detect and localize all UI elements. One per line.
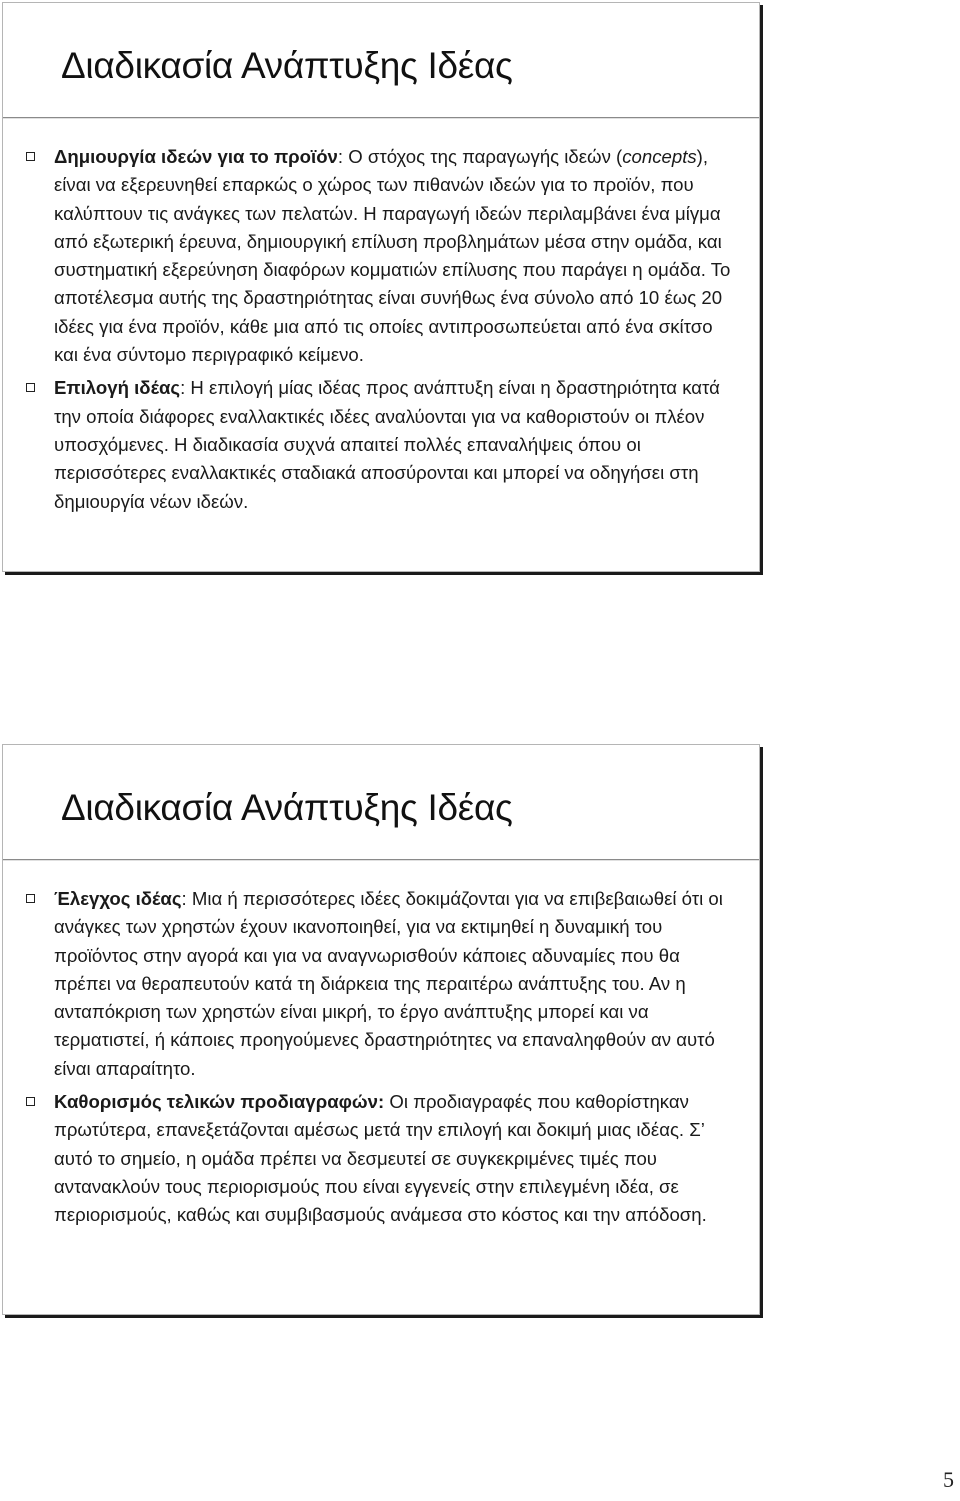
bullet-heading: Επιλογή ιδέας bbox=[54, 377, 181, 399]
slide-1 bbox=[2, 2, 760, 572]
title-divider bbox=[3, 117, 759, 118]
slide-title: Διαδικασία Ανάπτυξης Ιδέας bbox=[61, 787, 513, 828]
slide-2 bbox=[2, 744, 760, 1315]
bullet-heading: Δημιουργία ιδεών για το προϊόν bbox=[54, 146, 338, 167]
bullet-text: : Ο στόχος της παραγωγής ιδεών ( bbox=[337, 146, 623, 167]
square-bullet-icon bbox=[26, 1097, 35, 1106]
bullet-idea-testing bbox=[3, 885, 759, 1083]
square-bullet-icon bbox=[26, 894, 35, 903]
bullet-text: : Η επιλογή μίας ιδέας προς ανάπτυξη είναι η δραστηριότητα κατά την οποία διάφορες εναλλακτικές ιδέες αναλύονται για να καθοριστούν οι πλέον υποσχόμενες. Η διαδικασία συχνά απαιτεί πολλές επαναλήψεις όπου οι περισσότερες εναλλακτικές σταδιακά αποσύρονται και μπορεί να οδηγήσει στη δημιουργία νέων ιδεών. bbox=[54, 377, 720, 512]
bullet-text: : Μια ή περισσότερες ιδέες δοκιμάζονται για να επιβεβαιωθεί ότι οι ανάγκες των χρηστών έχουν ικανοποιηθεί, για να εκτιμηθεί η δυναμική του προϊόντος στην αγορά και για να αναγνωρισθούν κάποιες αδυναμίες που θα πρέπει να θεραπευτούν κατά τη διάρκεια της περαιτέρω ανάπτυξης του. Αν η ανταπόκριση των χρηστών είναι μικρή, το έργο ανάπτυξης μπορεί και να τερματιστεί, ή κάποιες προηγούμενες δραστηριότητες να επαναληφθούν αν αυτό είναι απαραίτητο. bbox=[54, 888, 723, 1079]
bullet-text: Οι προδιαγραφές που καθορίστηκαν πρωτύτερα, επανεξετάζονται αμέσως μετά την επιλογή και δοκιμή μιας ιδέας. Σ’ αυτό το σημείο, η ομάδα πρέπει να δεσμευτεί σε συγκεκριμένες τιμές που αντανακλούν τους περιορισμούς που είναι εγγενείς στην επιλεγμένη ιδέα, σε περιορισμούς, καθώς και συμβιβασμούς ανάμεσα στο κόστος και την απόδοση. bbox=[54, 1091, 707, 1226]
bullet-heading: Καθορισμός τελικών προδιαγραφών: bbox=[54, 1091, 385, 1113]
bullet-list bbox=[3, 143, 759, 521]
bullet-text: ), είναι να εξερευνηθεί επαρκώς ο χώρος των πιθανών ιδεών για το προϊόν, που καλύπτουν τις ανάγκες των πελατών. Η παραγωγή ιδεών περιλαμβάνει ένα μίγμα από εξωτερική έρευνα, δημιουργική επίλυση προβλημάτων μέσα στην ομάδα, και συστηματική εξερεύνηση διαφόρων κομματιών επίλυσης που παράγει η ομάδα. Το αποτέλεσμα αυτής της δραστηριότητας είναι συνήθως ένα σύνολο από 10 έως 20 ιδέες για ένα προϊόν, κάθε μια από τις οποίες αντιπροσωπεύεται από ένα σκίτσο και ένα σύντομο περιγραφικό κείμενο. bbox=[54, 146, 731, 366]
bullet-idea-selection bbox=[3, 374, 759, 515]
page-number: 5 bbox=[943, 1467, 954, 1492]
bullet-final-specifications bbox=[3, 1088, 759, 1229]
bullet-heading: Έλεγχος ιδέας bbox=[54, 888, 182, 909]
square-bullet-icon bbox=[26, 152, 35, 161]
title-divider bbox=[3, 859, 759, 860]
slide-title: Διαδικασία Ανάπτυξης Ιδέας bbox=[61, 45, 513, 86]
bullet-idea-generation bbox=[3, 143, 759, 369]
square-bullet-icon bbox=[26, 383, 35, 392]
bullet-italic-term: concepts bbox=[622, 146, 697, 167]
bullet-list bbox=[3, 885, 759, 1235]
